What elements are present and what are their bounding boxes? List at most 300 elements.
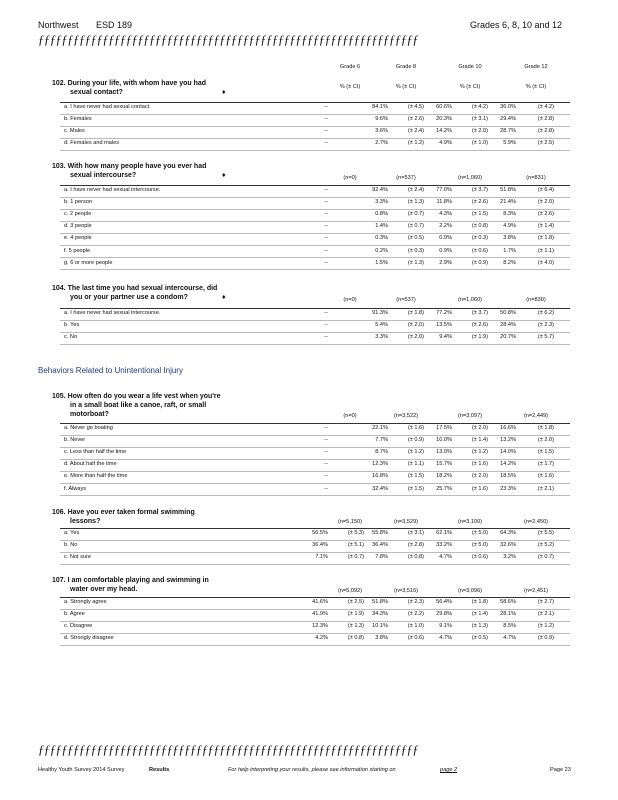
table-divider [60, 344, 570, 345]
sample-size: (n=0) [343, 413, 357, 419]
pct-value: 29.8% [436, 611, 452, 618]
answer-label: a. Never go boating [64, 425, 113, 431]
answer-label: b. Agree [64, 611, 85, 618]
pct-value: 4.7% [503, 635, 516, 642]
grades-label: Grades 6, 8, 10 and 12 [470, 20, 563, 30]
ci-value: (± 1.5) [407, 485, 424, 492]
footer-results: Results [149, 767, 170, 773]
answer-label: f. Always [64, 485, 87, 492]
answer-label: g. 6 or more people [64, 259, 113, 266]
pct-value: 18.5% [500, 473, 516, 480]
table-divider [60, 447, 570, 448]
ci-value: (± 2.5) [347, 599, 364, 605]
decorative-rule-top: ƒƒƒƒƒƒƒƒƒƒƒƒƒƒƒƒƒƒƒƒƒƒƒƒƒƒƒƒƒƒƒƒƒƒƒƒƒƒƒƒƒƒƒƒƒƒƒƒƒƒƒƒƒƒƒƒƒƒƒƒƒƒƒƒƒ [38, 33, 419, 47]
pct-value: 51.8% [500, 187, 516, 193]
table-divider [60, 221, 570, 222]
sample-size: (n=3,522) [393, 413, 419, 419]
pct-value: 8.7% [375, 449, 388, 456]
ci-value: (± 1.3) [347, 623, 364, 630]
pct-value: 7.1% [315, 554, 328, 561]
table-divider [60, 495, 570, 496]
pct-value: -- [324, 259, 328, 266]
ci-value: (± 1.9) [347, 611, 364, 618]
ci-value: (± 0.9) [471, 259, 488, 266]
table-divider [60, 564, 570, 565]
question-title: sexual intercourse? [70, 172, 137, 179]
sample-size: (n=5,150) [337, 519, 363, 525]
answer-label: c. No [64, 334, 78, 341]
ci-value: (± 5.7) [537, 334, 554, 341]
ci-value: (± 5.0) [471, 542, 488, 549]
answer-label: d. 3 people [64, 223, 92, 230]
ci-value: (± 0.9) [407, 437, 424, 444]
question-title: 107. I am comfortable playing and swimming in [52, 577, 209, 584]
pct-ci-label: % (± CI) [395, 84, 417, 90]
footer-survey-title: Healthy Youth Survey 2014 Survey [38, 767, 125, 773]
answer-label: a. Yes [64, 530, 80, 536]
answer-label: d. Strongly disagree [64, 635, 114, 642]
ci-value: (± 2.4) [407, 187, 424, 193]
ci-value: (± 0.8) [347, 635, 364, 642]
table-divider [60, 597, 570, 598]
info-diamond-icon: ♦ [222, 89, 226, 96]
pct-value: 36.4% [312, 542, 328, 549]
pct-value: -- [324, 485, 328, 492]
answer-label: a. I have never had sexual intercourse. [64, 310, 161, 316]
pct-value: -- [324, 223, 328, 230]
ci-value: (± 1.5) [407, 473, 424, 480]
pct-value: 17.5% [436, 425, 452, 431]
sample-size: (n=5,092) [337, 588, 363, 594]
ci-value: (± 0.5) [407, 235, 424, 242]
pct-value: 2.9% [439, 259, 452, 266]
question-title: water over my head. [70, 586, 138, 593]
sample-size: (n=3,100) [457, 519, 483, 525]
info-diamond-icon: ♦ [222, 294, 226, 301]
pct-value: 64.3% [500, 530, 516, 536]
ci-value: (± 1.6) [471, 485, 488, 492]
ci-value: (± 4.5) [407, 104, 424, 110]
table-divider [60, 114, 570, 115]
table-divider [60, 197, 570, 198]
pct-value: 60.6% [436, 104, 452, 110]
pct-value: 16.6% [500, 425, 516, 431]
ci-value: (± 1.0) [407, 623, 424, 630]
table-divider [60, 435, 570, 436]
pct-value: 8.5% [503, 623, 516, 630]
ci-value: (± 1.1) [407, 461, 424, 468]
pct-value: 1.4% [375, 223, 388, 230]
footer-help-text: For help interpreting your results, please see information starting on [228, 767, 396, 773]
pct-value: 9.1% [439, 623, 452, 630]
sample-size: (n=1,060) [457, 175, 483, 181]
sample-size: (n=0) [343, 175, 357, 181]
pct-value: 2.2% [439, 223, 452, 230]
pct-value: 28.4% [500, 322, 516, 329]
pct-value: -- [324, 128, 328, 135]
table-divider [60, 126, 570, 127]
pct-value: 14.0% [500, 449, 516, 456]
ci-value: (± 1.1) [537, 247, 554, 254]
pct-value: 36.4% [372, 542, 388, 549]
pct-value: 20.7% [500, 334, 516, 341]
pct-value: -- [324, 140, 328, 147]
pct-value: 1.5% [375, 259, 388, 266]
ci-value: (± 0.6) [407, 635, 424, 642]
ci-value: (± 1.6) [537, 473, 554, 480]
pct-value: 0.8% [375, 211, 388, 218]
pct-value: 55.8% [372, 530, 388, 536]
pct-value: 28.1% [500, 611, 516, 618]
table-divider [60, 245, 570, 246]
ci-value: (± 2.0) [471, 128, 488, 135]
ci-value: (± 1.9) [471, 334, 488, 341]
pct-value: 3.2% [503, 554, 516, 561]
pct-value: -- [324, 235, 328, 242]
pct-ci-label: % (± CI) [339, 84, 361, 90]
pct-value: 4.9% [503, 223, 516, 230]
table-divider [60, 423, 570, 424]
pct-value: 28.7% [500, 128, 516, 135]
pct-value: 22.1% [372, 425, 388, 431]
question-title: 105. How often do you wear a life vest when you're [52, 393, 221, 400]
page-number: Page 23 [550, 767, 571, 773]
question-title: 106. Have you ever taken formal swimming [52, 509, 195, 516]
sample-size: (n=3,097) [457, 413, 483, 419]
ci-value: (± 1.6) [407, 425, 424, 431]
pct-value: 12.3% [312, 623, 328, 630]
ci-value: (± 5.2) [537, 542, 554, 549]
ci-value: (± 2.8) [537, 116, 554, 123]
pct-ci-label: % (± CI) [525, 84, 547, 90]
pct-value: 14.2% [436, 128, 452, 135]
pct-value: 13.0% [436, 449, 452, 456]
ci-value: (± 1.2) [537, 623, 554, 630]
pct-value: -- [324, 199, 328, 206]
answer-label: c. Disagree [64, 623, 93, 630]
pct-value: 3.8% [375, 635, 388, 642]
pct-value: 3.8% [503, 235, 516, 242]
ci-value: (± 2.6) [407, 116, 424, 123]
pct-value: 62.1% [436, 530, 452, 536]
ci-value: (± 3.7) [471, 310, 488, 316]
table-divider [60, 332, 570, 333]
pct-value: 58.6% [500, 599, 516, 605]
ci-value: (± 0.5) [471, 635, 488, 642]
page-2-link[interactable]: page 2 [440, 767, 458, 773]
ci-value: (± 2.3) [407, 599, 424, 605]
pct-value: 77.0% [436, 187, 452, 193]
pct-value: 7.8% [375, 554, 388, 561]
grade-10-header: Grade 10 [458, 64, 482, 70]
ci-value: (± 2.6) [471, 322, 488, 329]
pct-value: -- [324, 461, 328, 468]
pct-value: 32.4% [372, 485, 388, 492]
pct-value: -- [324, 334, 328, 341]
pct-value: 5.9% [503, 140, 516, 147]
answer-label: d. About half the time [64, 461, 117, 468]
decorative-rule-bottom: ƒƒƒƒƒƒƒƒƒƒƒƒƒƒƒƒƒƒƒƒƒƒƒƒƒƒƒƒƒƒƒƒƒƒƒƒƒƒƒƒƒƒƒƒƒƒƒƒƒƒƒƒƒƒƒƒƒƒƒƒƒƒƒƒƒ [38, 743, 419, 757]
pct-value: 77.2% [436, 310, 452, 316]
pct-value: 56.5% [312, 530, 328, 536]
section-title: Behaviors Related to Unintentional Injury [38, 366, 183, 375]
pct-value: 14.2% [500, 461, 516, 468]
table-divider [60, 645, 570, 646]
ci-value: (± 2.8) [407, 542, 424, 549]
pct-value: 15.7% [436, 461, 452, 468]
pct-value: -- [324, 310, 328, 316]
ci-value: (± 0.6) [471, 247, 488, 254]
pct-value: 13.5% [436, 322, 452, 329]
sample-size: (n=0) [343, 297, 357, 303]
ci-value: (± 0.6) [471, 554, 488, 561]
ci-value: (± 0.8) [471, 223, 488, 230]
table-divider [60, 609, 570, 610]
sample-size: (n=537) [396, 297, 416, 303]
answer-label: c. Less than half the time [64, 449, 127, 456]
ci-value: (± 2.1) [537, 485, 554, 492]
ci-value: (± 2.0) [537, 199, 554, 206]
pct-value: 12.3% [372, 461, 388, 468]
ci-value: (± 2.4) [407, 128, 424, 135]
pct-value: 0.9% [439, 247, 452, 254]
ci-value: (± 5.0) [471, 530, 488, 536]
answer-label: c. 2 people [64, 211, 92, 218]
pct-value: 11.8% [436, 199, 452, 206]
ci-value: (± 2.1) [537, 611, 554, 618]
ci-value: (± 0.7) [407, 211, 424, 218]
ci-value: (± 5.1) [347, 542, 364, 549]
pct-value: -- [324, 116, 328, 123]
question-title: 103. With how many people have you ever had [52, 163, 207, 170]
pct-value: 0.2% [375, 247, 388, 254]
pct-value: 4.7% [439, 635, 452, 642]
pct-value: -- [324, 211, 328, 218]
pct-value: -- [324, 473, 328, 480]
grade-6-header: Grade 6 [339, 64, 361, 70]
ci-value: (± 2.6) [537, 211, 554, 218]
pct-value: 50.8% [500, 310, 516, 316]
pct-value: 32.6% [500, 542, 516, 549]
table-divider [60, 138, 570, 139]
pct-value: 51.8% [372, 599, 388, 605]
ci-value: (± 0.3) [471, 235, 488, 242]
ci-value: (± 1.2) [471, 449, 488, 456]
sample-size: (n=831) [526, 175, 546, 181]
table-divider [60, 257, 570, 258]
question-title: 102. During your life, with whom have you had [52, 80, 207, 87]
answer-label: c. Males [64, 128, 85, 135]
sample-size: (n=1,060) [457, 297, 483, 303]
pct-value: 5.4% [375, 322, 388, 329]
sample-size: (n=830) [526, 297, 546, 303]
pct-value: 21.4% [500, 199, 516, 206]
answer-label: d. Females and males [64, 140, 120, 147]
ci-value: (± 1.2) [407, 140, 424, 147]
ci-value: (± 0.8) [407, 554, 424, 561]
ci-value: (± 2.0) [407, 322, 424, 329]
question-title: lessons? [70, 518, 101, 525]
table-divider [60, 269, 570, 270]
table-divider [60, 540, 570, 541]
pct-value: 18.2% [436, 473, 452, 480]
pct-value: 4.7% [439, 554, 452, 561]
ci-value: (± 1.5) [537, 449, 554, 456]
ci-value: (± 2.8) [537, 128, 554, 135]
sample-size: (n=3,516) [393, 588, 419, 594]
table-divider [60, 552, 570, 553]
ci-value: (± 1.3) [471, 623, 488, 630]
answer-label: b. No [64, 542, 78, 549]
answer-label: f. 5 people [64, 247, 91, 254]
ci-value: (± 2.7) [537, 599, 554, 605]
pct-value: -- [324, 247, 328, 254]
pct-value: 9.6% [375, 116, 388, 123]
ci-value: (± 4.0) [537, 259, 554, 266]
pct-value: 0.9% [439, 235, 452, 242]
ci-value: (± 3.7) [471, 187, 488, 193]
pct-value: 91.3% [372, 310, 388, 316]
pct-value: -- [324, 425, 328, 431]
pct-value: 0.3% [375, 235, 388, 242]
answer-label: b. 1 person [64, 199, 92, 206]
ci-value: (± 0.7) [347, 554, 364, 561]
pct-value: 8.3% [503, 211, 516, 218]
pct-value: 41.6% [312, 599, 328, 605]
pct-value: 16.8% [372, 473, 388, 480]
ci-value: (± 1.8) [407, 310, 424, 316]
pct-value: -- [324, 187, 328, 193]
answer-label: b. Yes [64, 322, 80, 329]
sample-size: (n=3,529) [393, 519, 419, 525]
answer-label: a. I have never had sexual contact. [64, 104, 151, 110]
ci-value: (± 1.6) [471, 461, 488, 468]
pct-value: 10.0% [436, 437, 452, 444]
ci-value: (± 1.0) [471, 140, 488, 147]
pct-value: 4.3% [439, 211, 452, 218]
pct-value: -- [324, 449, 328, 456]
pct-value: 34.3% [372, 611, 388, 618]
ci-value: (± 3.1) [471, 116, 488, 123]
ci-value: (± 1.4) [471, 437, 488, 444]
grade-8-header: Grade 8 [395, 64, 417, 70]
table-divider [60, 471, 570, 472]
info-diamond-icon: ♦ [222, 172, 226, 179]
pct-value: 29.4% [500, 116, 516, 123]
pct-value: 3.3% [375, 334, 388, 341]
table-divider [60, 528, 570, 529]
sample-size: (n=2,449) [523, 413, 549, 419]
pct-value: 9.4% [439, 334, 452, 341]
pct-value: 20.3% [436, 116, 452, 123]
table-divider [60, 633, 570, 634]
ci-value: (± 2.0) [407, 334, 424, 341]
pct-value: 84.1% [372, 104, 388, 110]
pct-value: 25.7% [436, 485, 452, 492]
sample-size: (n=3,096) [457, 588, 483, 594]
ci-value: (± 2.0) [471, 473, 488, 480]
ci-value: (± 2.0) [471, 425, 488, 431]
ci-value: (± 6.2) [537, 310, 554, 316]
pct-value: 3.6% [375, 128, 388, 135]
pct-ci-label: % (± CI) [459, 84, 481, 90]
ci-value: (± 2.5) [537, 140, 554, 147]
sample-size: (n=537) [396, 175, 416, 181]
pct-value: 92.4% [372, 187, 388, 193]
sample-size: (n=2,451) [523, 588, 549, 594]
answer-label: a. I have never had sexual intercourse. [64, 187, 161, 193]
table-divider [60, 320, 570, 321]
ci-value: (± 0.7) [407, 223, 424, 230]
pct-value: 4.2% [315, 635, 328, 642]
ci-value: (± 2.6) [471, 199, 488, 206]
ci-value: (± 1.3) [407, 259, 424, 266]
pct-value: 8.2% [503, 259, 516, 266]
ci-value: (± 4.2) [537, 104, 554, 110]
table-divider [60, 483, 570, 484]
pct-value: 3.3% [375, 199, 388, 206]
table-divider [60, 308, 570, 309]
pct-value: -- [324, 104, 328, 110]
question-title: 104. The last time you had sexual intercourse, did [52, 285, 218, 292]
ci-value: (± 2.3) [537, 322, 554, 329]
ci-value: (± 1.4) [537, 223, 554, 230]
ci-value: (± 0.9) [537, 635, 554, 642]
esd-name: ESD 189 [96, 20, 133, 30]
ci-value: (± 1.5) [471, 211, 488, 218]
ci-value: (± 6.4) [537, 187, 554, 193]
answer-label: b. Females [64, 116, 92, 123]
region-name: Northwest [38, 20, 79, 30]
table-divider [60, 102, 570, 103]
ci-value: (± 1.4) [471, 611, 488, 618]
pct-value: -- [324, 322, 328, 329]
ci-value: (± 3.1) [407, 530, 424, 536]
ci-value: (± 2.0) [537, 437, 554, 444]
sample-size: (n=2,450) [523, 519, 549, 525]
question-title: sexual contact? [70, 89, 123, 96]
ci-value: (± 4.2) [471, 104, 488, 110]
ci-value: (± 0.3) [407, 247, 424, 254]
ci-value: (± 1.3) [407, 199, 424, 206]
table-divider [60, 459, 570, 460]
answer-label: c. Not sure [64, 554, 92, 561]
ci-value: (± 2.2) [407, 611, 424, 618]
ci-value: (± 1.8) [471, 599, 488, 605]
question-title: motorboat? [70, 411, 109, 418]
table-divider [60, 185, 570, 186]
table-divider [60, 233, 570, 234]
answer-label: a. Strongly agree [64, 599, 107, 605]
pct-value: 41.9% [312, 611, 328, 618]
ci-value: (± 1.8) [537, 235, 554, 242]
pct-value: 2.7% [375, 140, 388, 147]
pct-value: 36.0% [500, 104, 516, 110]
pct-value: 13.2% [500, 437, 516, 444]
answer-label: e. 4 people [64, 235, 92, 242]
pct-value: 33.2% [436, 542, 452, 549]
pct-value: -- [324, 437, 328, 444]
ci-value: (± 1.7) [537, 461, 554, 468]
pct-value: 7.7% [375, 437, 388, 444]
answer-label: e. More than half the time [64, 473, 128, 480]
pct-value: 10.1% [372, 623, 388, 630]
ci-value: (± 5.5) [537, 530, 554, 536]
table-divider [60, 621, 570, 622]
ci-value: (± 1.2) [407, 449, 424, 456]
ci-value: (± 1.8) [537, 425, 554, 431]
ci-value: (± 0.7) [537, 554, 554, 561]
